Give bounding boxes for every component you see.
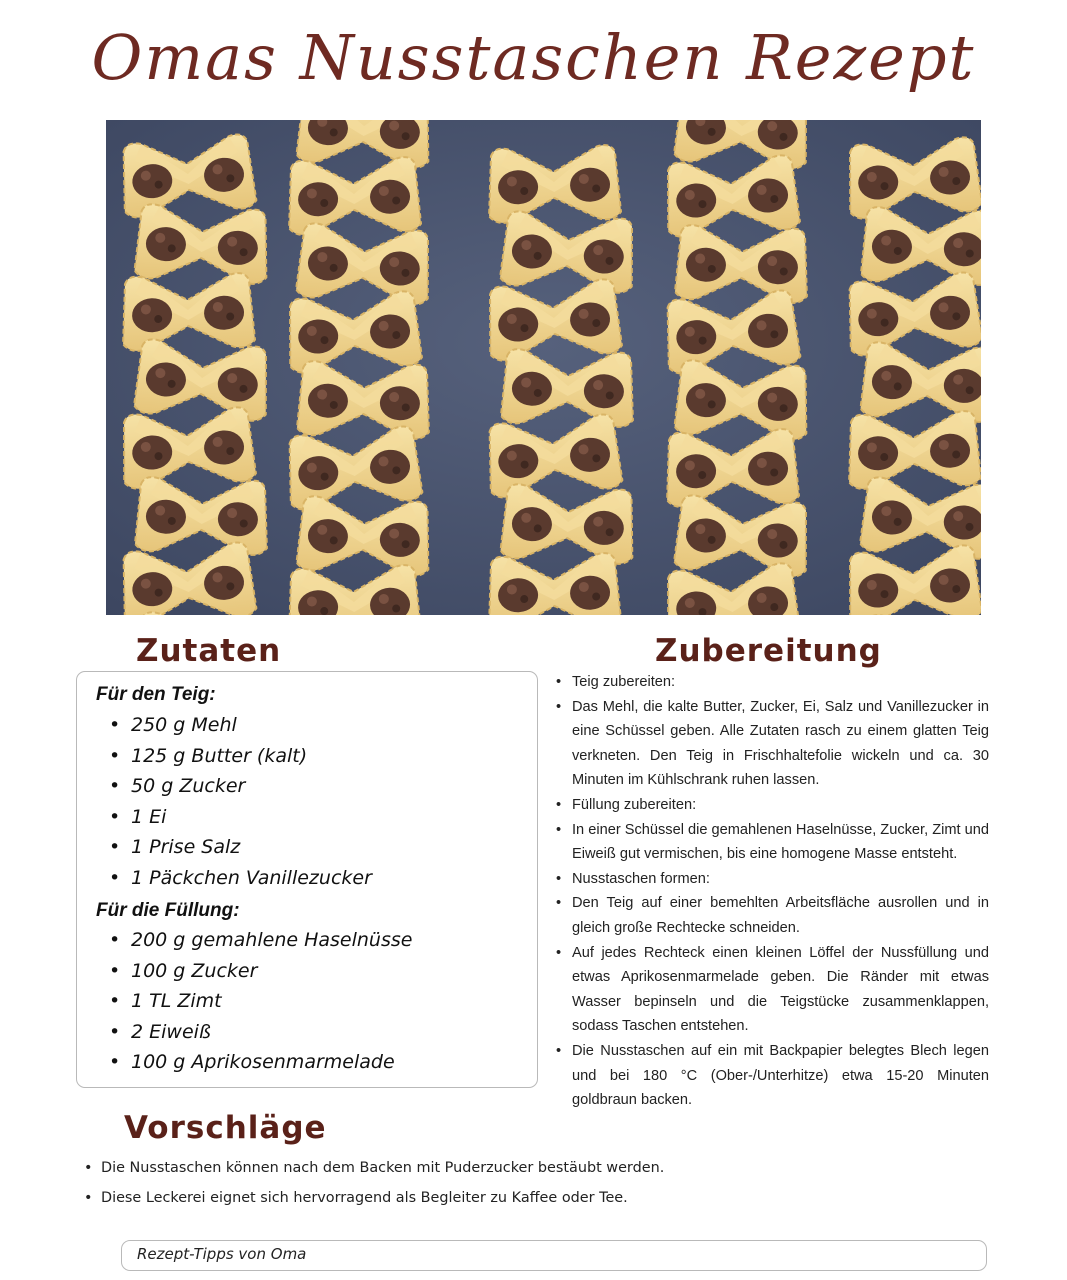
list-item: • Auf jedes Rechteck einen kleinen Löffel der Nussfüllung und etwas Aprikosenmarmelade geben. Die Ränder mit etwas Wasser bepinseln und die Teigstücke zusammenklappen, sodass Taschen entstehen.: [553, 941, 989, 1039]
list-item: • Die Nusstaschen auf ein mit Backpapier belegtes Blech legen und bei 180 °C (Ober-/Unterhitze) etwa 15-20 Minuten goldbraun backen.: [553, 1039, 989, 1113]
list-item: • Das Mehl, die kalte Butter, Zucker, Ei, Salz und Vanillezucker in eine Schüssel geben. Alle Zutaten rasch zu einem glatten Teig verkneten. Den Teig in Frischhaltefolie wickeln und ca. 30 Minuten im Kühlschrank ruhen lassen.: [553, 695, 989, 793]
list-item: • 2 Eiweiß: [109, 1017, 412, 1048]
ingredient-group-label: Für den Teig:: [96, 684, 216, 705]
ingredients-heading: Zutaten: [136, 633, 282, 669]
list-item: • 1 Ei: [109, 802, 372, 833]
filling-ingredient-list: [109, 925, 412, 1078]
list-item: • 100 g Zucker: [109, 956, 412, 987]
list-item: • Diese Leckerei eignet sich hervorragend als Begleiter zu Kaffee oder Tee.: [84, 1184, 664, 1214]
suggestions-list: [84, 1154, 664, 1213]
list-item: • Den Teig auf einer bemehlten Arbeitsfläche ausrollen und in gleich große Rechtecke schneiden.: [553, 891, 989, 940]
list-item: • Nusstaschen formen:: [553, 867, 989, 892]
suggestions-heading: Vorschläge: [124, 1110, 327, 1146]
footer-text: Rezept-Tipps von Oma: [137, 1245, 307, 1263]
list-item: • 1 Päckchen Vanillezucker: [109, 863, 372, 894]
dough-ingredient-list: [109, 710, 372, 894]
pastry-tray-photo: [106, 120, 981, 615]
page-title: Omas Nusstaschen Rezept: [91, 21, 976, 94]
list-item: • 100 g Aprikosenmarmelade: [109, 1047, 412, 1078]
preparation-heading: Zubereitung: [655, 633, 882, 669]
list-item: • 1 TL Zimt: [109, 986, 412, 1017]
list-item: • In einer Schüssel die gemahlenen Haselnüsse, Zucker, Zimt und Eiweiß gut vermischen, bis eine homogene Masse entsteht.: [553, 818, 989, 867]
preparation-steps: [553, 670, 989, 1113]
list-item: • 1 Prise Salz: [109, 832, 372, 863]
list-item: • Füllung zubereiten:: [553, 793, 989, 818]
list-item: • 200 g gemahlene Haselnüsse: [109, 925, 412, 956]
ingredient-group-label: Für die Füllung:: [96, 900, 240, 921]
list-item: • 125 g Butter (kalt): [109, 741, 372, 772]
list-item: • 50 g Zucker: [109, 771, 372, 802]
list-item: • 250 g Mehl: [109, 710, 372, 741]
list-item: • Teig zubereiten:: [553, 670, 989, 695]
list-item: • Die Nusstaschen können nach dem Backen mit Puderzucker bestäubt werden.: [84, 1154, 664, 1184]
